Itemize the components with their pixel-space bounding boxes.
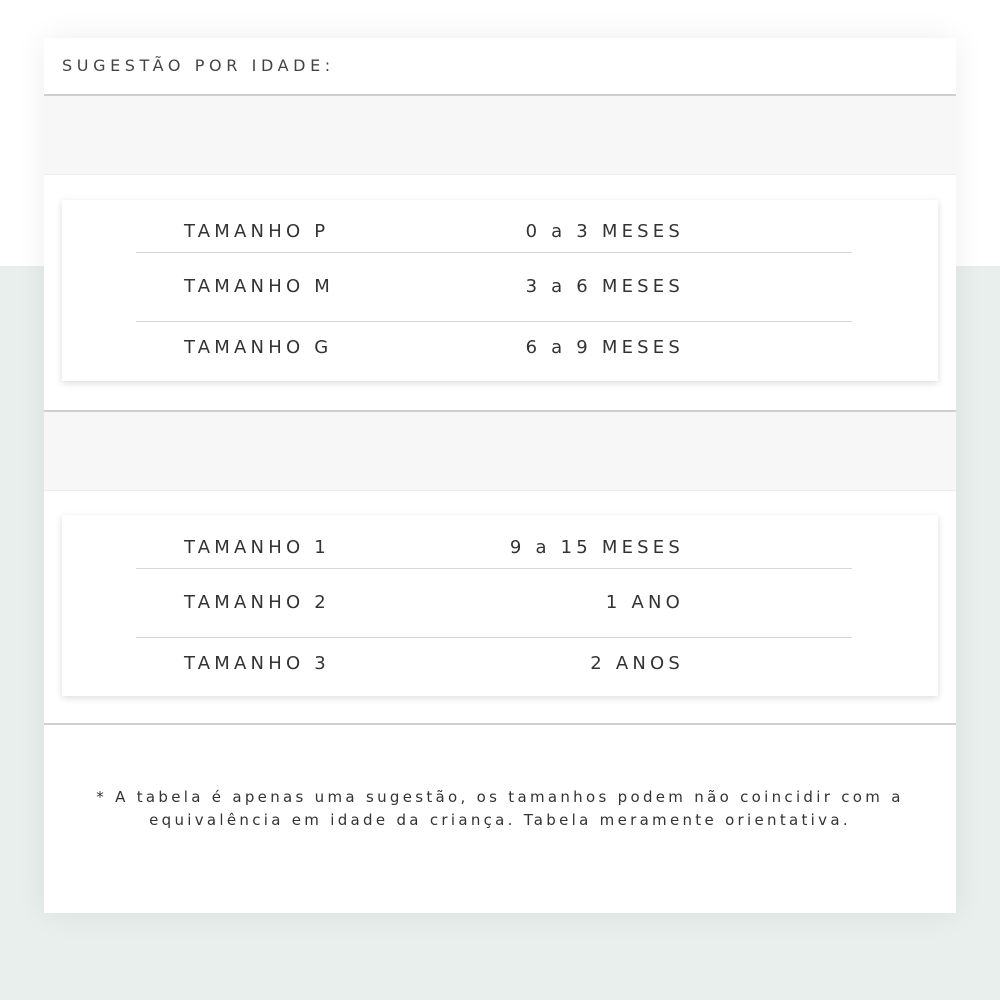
- age-label: 3 a 6 MESES: [525, 276, 684, 297]
- size-label: TAMANHO P: [184, 221, 330, 242]
- size-label: TAMANHO 3: [184, 653, 330, 674]
- disclaimer-note: [44, 786, 956, 832]
- size-table-baby: [62, 200, 938, 381]
- size-table-toddler: [62, 515, 938, 696]
- size-label: TAMANHO M: [184, 276, 334, 297]
- size-label: TAMANHO 1: [184, 537, 330, 558]
- row-divider: [136, 637, 852, 638]
- page-title: SUGESTÃO POR IDADE:: [62, 56, 335, 75]
- age-label: 6 a 9 MESES: [525, 337, 684, 358]
- spacer-band-top: [44, 96, 956, 175]
- disclaimer-line: equivalência em idade da criança. Tabela meramente orientativa.: [149, 811, 851, 829]
- size-label: TAMANHO G: [184, 337, 333, 358]
- disclaimer-line: * A tabela é apenas uma sugestão, os tamanhos podem não coincidir com a: [96, 788, 904, 806]
- age-label: 2 ANOS: [590, 653, 684, 674]
- size-guide-card: [44, 38, 956, 913]
- row-divider: [136, 568, 852, 569]
- age-label: 0 a 3 MESES: [525, 221, 684, 242]
- size-label: TAMANHO 2: [184, 592, 330, 613]
- age-label: 9 a 15 MESES: [509, 537, 684, 558]
- card-header: [44, 38, 956, 96]
- row-divider: [136, 321, 852, 322]
- age-label: 1 ANO: [605, 592, 684, 613]
- section-separator: [44, 723, 956, 725]
- spacer-band-middle: [44, 412, 956, 491]
- row-divider: [136, 252, 852, 253]
